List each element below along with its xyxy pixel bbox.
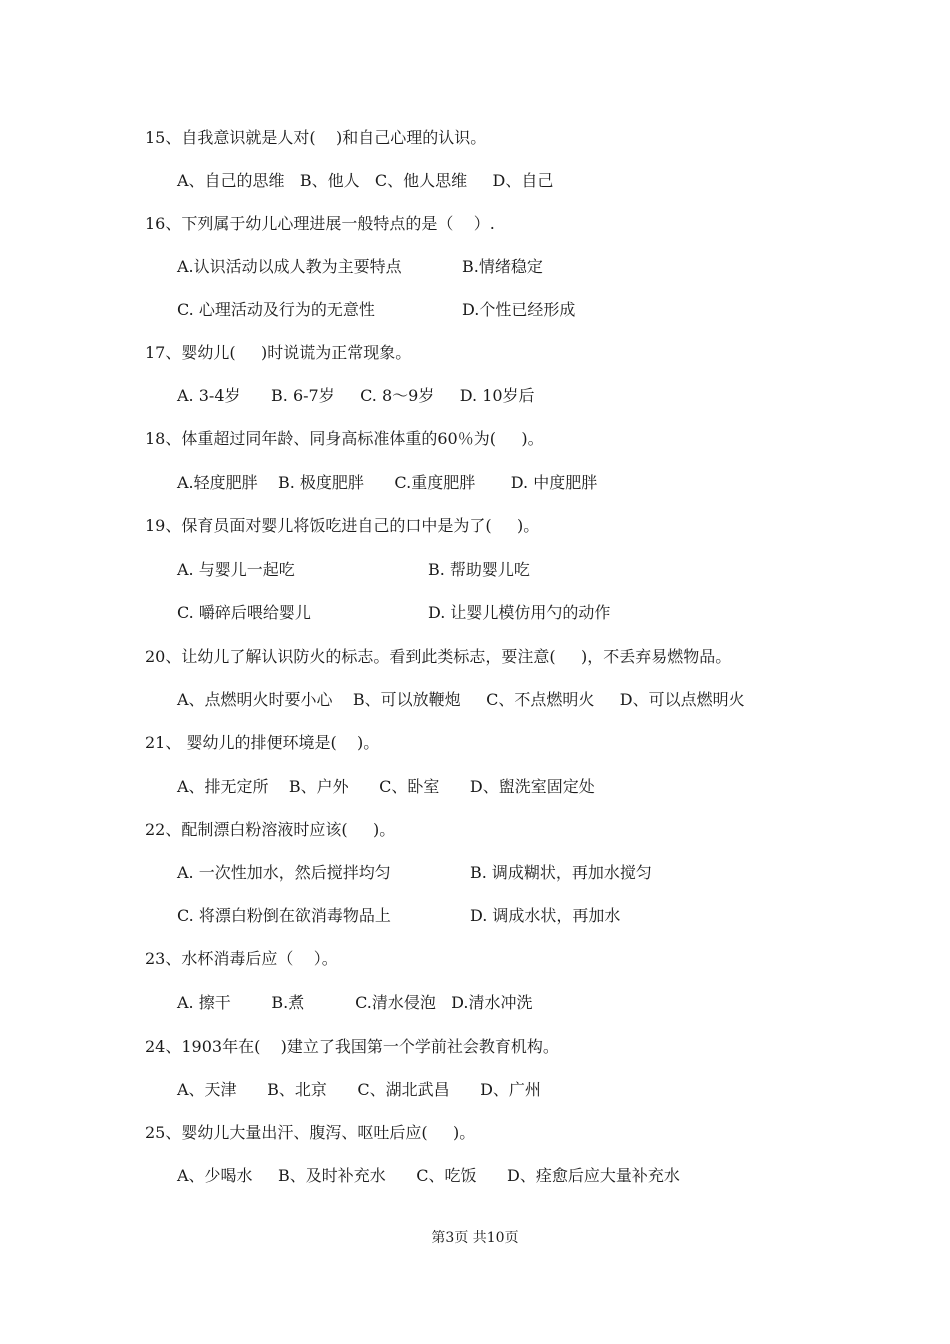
question-16-stem: 16、下列属于幼儿心理进展一般特点的是（ ）. (145, 214, 495, 233)
question-16-option-c: C. 心理活动及行为的无意性 (177, 300, 375, 319)
question-22-option-a: A. 一次性加水，然后搅拌均匀 (177, 863, 391, 882)
question-17-stem: 17、婴幼儿( )时说谎为正常现象。 (145, 343, 412, 362)
question-25-stem: 25、婴幼儿大量出汗、腹泻、呕吐后应( )。 (145, 1123, 476, 1142)
question-25-options: A、少喝水 B、及时补充水 C、吃饭 D、痊愈后应大量补充水 (177, 1166, 680, 1185)
question-20-stem: 20、让幼儿了解认识防火的标志。看到此类标志，要注意( )，不丢弃易燃物品。 (145, 647, 732, 666)
question-21-stem: 21、 婴幼儿的排便环境是( )。 (145, 733, 380, 752)
question-22-option-d: D. 调成水状，再加水 (470, 906, 621, 925)
question-15-options: A、自己的思维 B、他人 C、他人思维 D、自己 (177, 171, 554, 190)
question-19-option-c: C. 嚼碎后喂给婴儿 (177, 603, 311, 622)
question-22-stem: 22、配制漂白粉溶液时应该( )。 (145, 820, 396, 839)
question-19-option-d: D. 让婴儿模仿用勺的动作 (428, 603, 611, 622)
question-24-options: A、天津 B、北京 C、湖北武昌 D、广州 (177, 1080, 541, 1099)
question-18-options: A.轻度肥胖 B. 极度肥胖 C.重度肥胖 D. 中度肥胖 (177, 473, 598, 492)
question-19-stem: 19、保育员面对婴儿将饭吃进自己的口中是为了( )。 (145, 516, 540, 535)
question-21-options: A、排无定所 B、户外 C、卧室 D、盥洗室固定处 (177, 777, 595, 796)
question-15-stem: 15、自我意识就是人对( )和自己心理的认识。 (145, 128, 487, 147)
question-19-option-b: B. 帮助婴儿吃 (428, 560, 530, 579)
page-number-footer: 第3页 共10页 (431, 1230, 519, 1246)
question-22-option-c: C. 将漂白粉倒在欲消毒物品上 (177, 906, 391, 925)
question-16-option-d: D.个性已经形成 (462, 300, 576, 319)
question-19-option-a: A. 与婴儿一起吃 (177, 560, 295, 579)
question-22-option-b: B. 调成糊状，再加水搅匀 (470, 863, 652, 882)
question-24-stem: 24、1903年在( )建立了我国第一个学前社会教育机构。 (145, 1037, 559, 1056)
question-18-stem: 18、体重超过同年龄、同身高标准体重的60％为( )。 (145, 429, 544, 448)
question-23-stem: 23、水杯消毒后应（ ）。 (145, 949, 338, 968)
question-16-option-b: B.情绪稳定 (462, 257, 543, 276)
question-20-options: A、点燃明火时要小心 B、可以放鞭炮 C、不点燃明火 D、可以点燃明火 (177, 690, 745, 709)
question-23-options: A. 擦干 B.煮 C.清水侵泡 D.清水冲洗 (177, 993, 533, 1012)
question-16-option-a: A.认识活动以成人教为主要特点 (177, 257, 402, 276)
question-17-options: A. 3-4岁 B. 6-7岁 C. 8～9岁 D. 10岁后 (177, 386, 535, 405)
